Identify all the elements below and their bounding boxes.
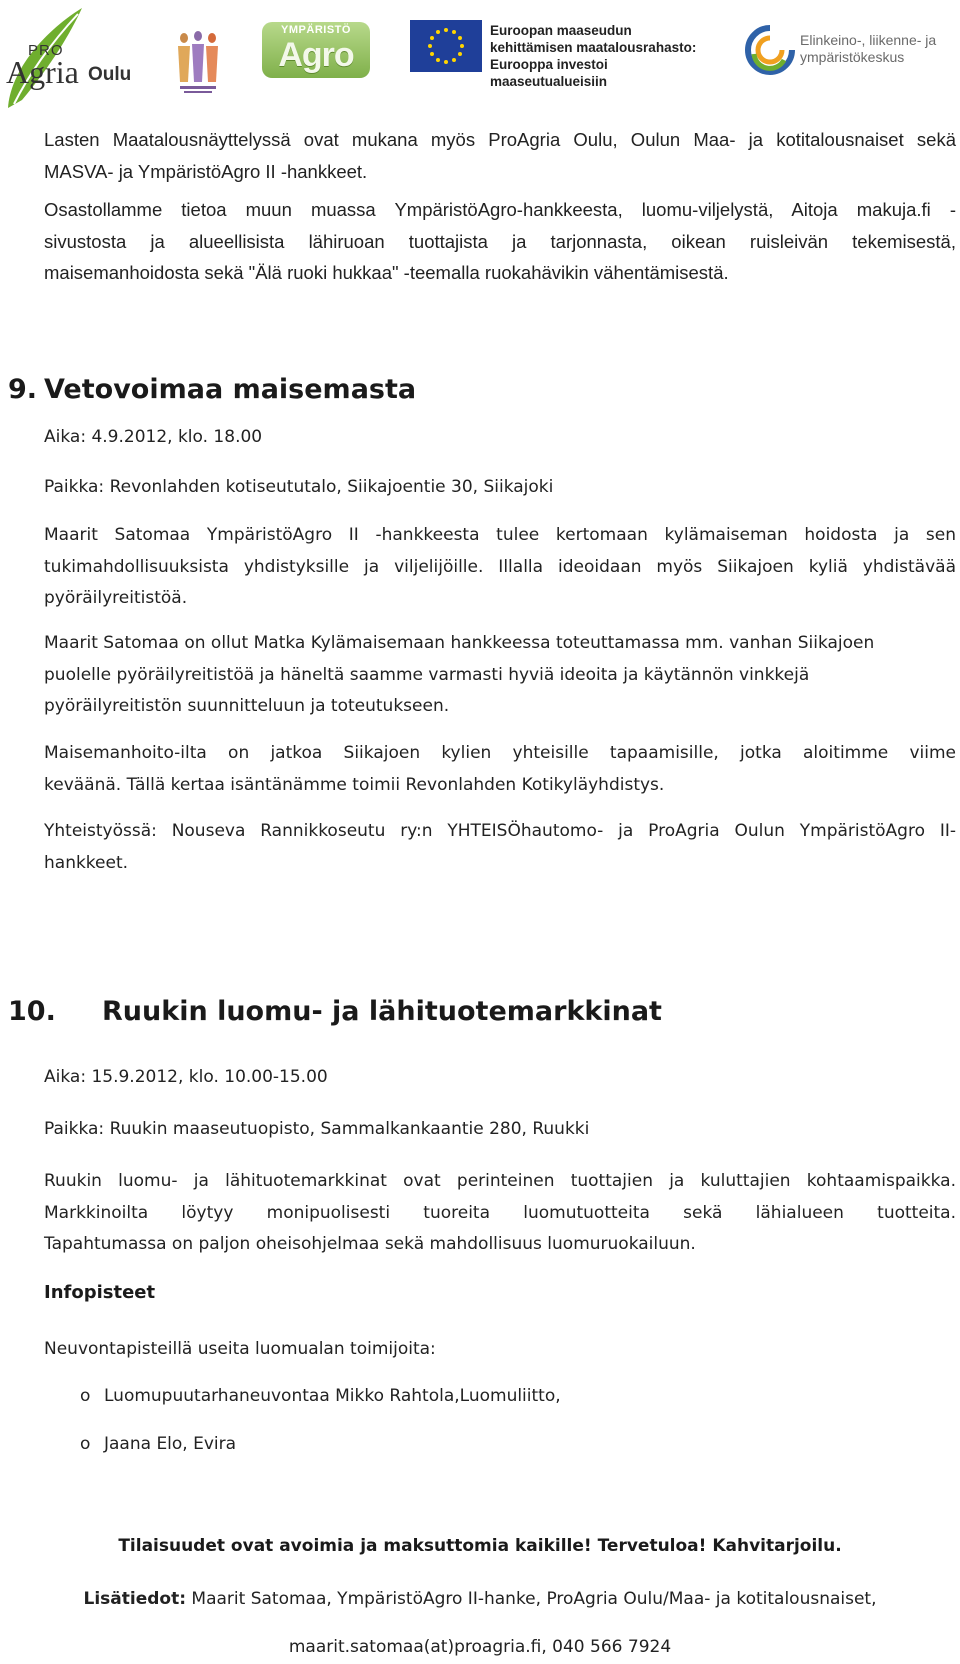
section-9-heading — [8, 374, 417, 405]
list-item — [80, 1386, 561, 1406]
section-10-heading — [8, 996, 662, 1027]
section-10-number: 10. — [8, 996, 56, 1027]
eu-line3: Eurooppa investoi maaseutualueisiin — [490, 57, 608, 89]
section-9-paragraph-1 — [44, 520, 956, 615]
s9-p2-line3: pyöräilyreitistön suunnitteluun ja toteutukseen. — [44, 696, 450, 716]
section-10-paikka: Paikka: Ruukin maaseutuopisto, Sammalkankaantie 280, Ruukki — [44, 1119, 590, 1139]
intro-p2-line3: maisemanhoidosta sekä "Älä ruoki hukkaa" -teemalla ruokahävikin vähentämisestä. — [44, 262, 729, 283]
intro-p2-line1: Osastollamme tietoa muun muassa YmpäristöAgro-hankkeesta, luomu-viljelystä, Aitoja makuja.fi - — [44, 199, 956, 220]
ely-swirl-icon — [744, 24, 796, 76]
proagria-oulu-logo — [0, 4, 140, 112]
footer-lisatiedot-line — [0, 1584, 960, 1616]
proagria-pro-text: PRO — [28, 42, 64, 59]
ely-line1: Elinkeino-, liikenne- ja — [800, 32, 937, 48]
bullet-marker: o — [80, 1434, 91, 1454]
intro-p1-line1: Lasten Maatalousnäyttelyssä ovat mukana myös ProAgria Oulu, Oulun Maa- ja kotitalousnaiset sekä — [44, 129, 956, 150]
section-10-title: Ruukin luomu- ja lähituotemarkkinat — [102, 996, 662, 1027]
eu-flag-icon — [410, 20, 482, 72]
infopisteet-heading: Infopisteet — [44, 1282, 156, 1303]
s10-p1-line1: Ruukin luomu- ja lähituotemarkkinat ovat perinteinen tuottajien ja kuluttajien kohtaamispaikka. — [44, 1171, 956, 1191]
ely-keskus-logo — [744, 24, 944, 76]
s10-p1-line2: Markkinoilta löytyy monipuolisesti tuoreita luomutuotteita sekä lähialueen tuotteita. — [44, 1202, 956, 1223]
lisatiedot-label: Lisätiedot: — [83, 1589, 187, 1609]
intro-paragraph-2 — [44, 194, 956, 289]
section-9-number: 9. — [8, 374, 38, 405]
intro-p2-line2: sivustosta ja alueellisista lähiruoan tuottajista ja tarjonnasta, oikean ruisleivän tekemisestä, — [44, 230, 956, 252]
ymparistoagro-big-text: Agro — [278, 36, 354, 74]
s9-p1-line2: tukimahdollisuuksista yhdistyksille ja viljelijöille. Illalla ideoidaan myös Siikajoen kyliä yhdistävää — [44, 556, 956, 577]
list-item — [80, 1434, 237, 1454]
ymparistoagro-small-text: YMPÄRISTÖ — [281, 24, 351, 36]
ely-text — [800, 32, 936, 66]
s9-p1-line3: pyöräilyreitistöä. — [44, 588, 188, 608]
s9-p3-line1: Maisemanhoito-ilta on jatkoa Siikajoen kylien yhteisille tapaamisille, jotka aloitimme viime — [44, 743, 956, 763]
maa-ja-kotitalousnaiset-logo — [174, 24, 222, 96]
ely-line2: ympäristökeskus — [800, 49, 905, 65]
women-figures-icon — [174, 24, 222, 96]
ymparistoagro-logo — [262, 22, 370, 78]
footer-welcome-line: Tilaisuudet ovat avoimia ja maksuttomia kaikille! Tervetuloa! Kahvitarjoilu. — [118, 1536, 842, 1556]
proagria-agria-text: Agria — [6, 54, 79, 90]
section-9-paragraph-2 — [44, 628, 956, 723]
eu-line2: kehittämisen maatalousrahasto: — [490, 40, 697, 55]
section-9-title: Vetovoimaa maisemasta — [44, 374, 417, 405]
s9-p2-line2: puolelle pyöräilyreitistöä ja häneltä saamme varmasti hyviä ideoita ja käytännön vinkkejä — [44, 664, 810, 685]
section-9-aika: Aika: 4.9.2012, klo. 18.00 — [44, 427, 263, 447]
s9-p1-line1: Maarit Satomaa YmpäristöAgro II -hankkeesta tulee kertomaan kylämaiseman hoidosta ja sen — [44, 525, 956, 545]
section-9-paikka: Paikka: Revonlahden kotiseututalo, Siikajoentie 30, Siikajoki — [44, 477, 554, 497]
intro-paragraph-1 — [44, 124, 956, 187]
eu-text — [490, 22, 710, 90]
s9-p4-line1: Yhteistyössä: Nouseva Rannikkoseutu ry:n YHTEISÖhautomo- ja ProAgria Oulun YmpäristöAgro II- — [44, 821, 956, 841]
footer-contact-line: maarit.satomaa(at)proagria.fi, 040 566 7924 — [288, 1637, 672, 1657]
s9-p4-line2: hankkeet. — [44, 852, 129, 873]
intro-p1-line2: MASVA- ja YmpäristöAgro II -hankkeet. — [44, 160, 368, 182]
s10-p1-line3: Tapahtumassa on paljon oheisohjelmaa sekä mahdollisuus luomuruokailuun. — [44, 1234, 696, 1254]
section-10-paragraph-1 — [44, 1166, 956, 1261]
bullet-text-1: Luomupuutarhaneuvontaa Mikko Rahtola,Luomuliitto, — [104, 1386, 561, 1406]
proagria-oulu-text: Oulu — [88, 64, 132, 85]
section-10-aika: Aika: 15.9.2012, klo. 10.00-15.00 — [44, 1067, 328, 1087]
eu-line1: Euroopan maaseudun — [490, 23, 632, 38]
s9-p2-line1: Maarit Satomaa on ollut Matka Kylämaisemaan hankkeessa toteuttamassa mm. vanhan Siikajoen — [44, 633, 875, 653]
section-9-paragraph-3 — [44, 738, 956, 801]
lisatiedot-text: Maarit Satomaa, YmpäristöAgro II-hanke, ProAgria Oulu/Maa- ja kotitalousnaiset, — [186, 1589, 877, 1609]
neuvonta-text: Neuvontapisteillä useita luomualan toimijoita: — [44, 1339, 436, 1359]
eu-maaseutu-logo — [410, 20, 710, 89]
section-9-paragraph-4 — [44, 816, 956, 879]
bullet-text-2: Jaana Elo, Evira — [104, 1434, 237, 1454]
s9-p3-line2: keväänä. Tällä kertaa isäntänämme toimii Revonlahden Kotikyläyhdistys. — [44, 774, 665, 795]
bullet-marker: o — [80, 1386, 91, 1406]
